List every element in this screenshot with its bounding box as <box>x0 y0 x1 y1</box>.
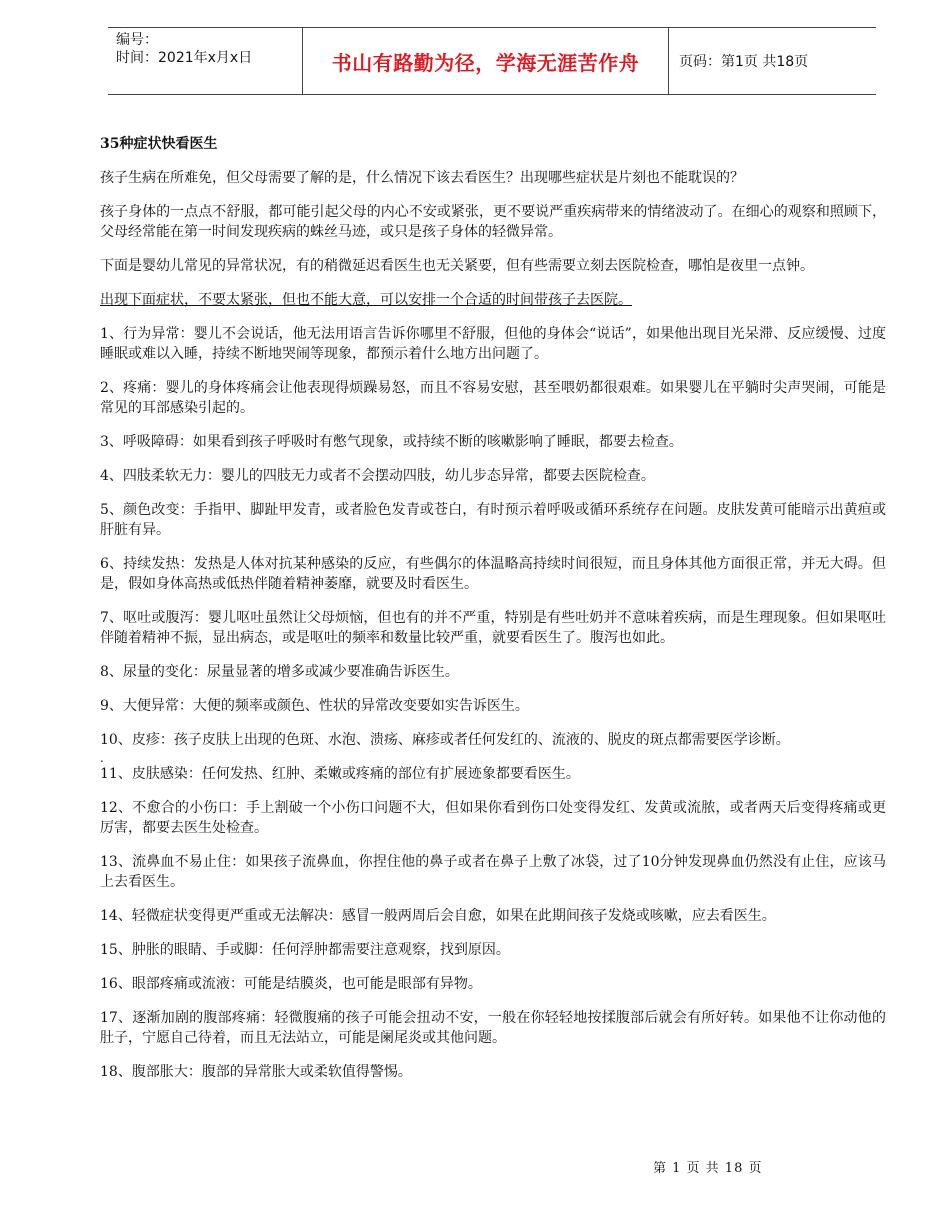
header-page-info: 页码：第1页 共18页 <box>679 54 809 70</box>
symptom-item: 10、皮疹：孩子皮肤上出现的色斑、水泡、溃疡、麻疹或者任何发红的、流液的、脱皮的斑点都需要医学诊断。 <box>100 732 790 748</box>
symptom-item: 8、尿量的变化：尿量显著的增多或减少要准确告诉医生。 <box>100 664 459 680</box>
document-header <box>108 27 876 95</box>
time-label: 时间：2021年x月x日 <box>116 50 253 66</box>
symptom-item: 14、轻微症状变得更严重或无法解决：感冒一般两周后会自愈，如果在此期间孩子发烧或咳嗽，应去看医生。 <box>100 908 776 924</box>
symptom-item: 15、肿胀的眼睛、手或脚：任何浮肿都需要注意观察，找到原因。 <box>100 942 510 958</box>
symptom-item: 1、行为异常：婴儿不会说话，他无法用语言告诉你哪里不舒服，但他的身体会“说话”，如果他出现目光呆滞、反应缓慢、过度睡眠或难以入睡，持续不断地哭闹等现象，都预示着什么地方出问题了。 <box>100 326 886 362</box>
symptom-item: 5、颜色改变：手指甲、脚趾甲发青，或者脸色发青或苍白，有时预示着呼吸或循环系统存在问题。皮肤发黄可能暗示出黄疸或肝脏有异。 <box>100 502 886 538</box>
symptom-item: 13、流鼻血不易止住：如果孩子流鼻血，你捏住他的鼻子或者在鼻子上敷了冰袋，过了10分钟发现鼻血仍然没有止住，应该马上去看医生。 <box>100 854 886 890</box>
symptom-item: 16、眼部疼痛或流液：可能是结膜炎，也可能是眼部有异物。 <box>100 976 482 992</box>
symptom-item: 11、皮肤感染：任何发热、红肿、柔嫩或疼痛的部位有扩展迹象都要看医生。 <box>100 766 580 782</box>
stray-dot: . <box>100 751 104 765</box>
symptom-item: 4、四肢柔软无力：婴儿的四肢无力或者不会摆动四肢，幼儿步态异常，都要去医院检查。 <box>100 468 655 484</box>
document-title: 35种症状快看医生 <box>100 136 218 152</box>
page-footer: 第 1 页 共 18 页 <box>653 1161 763 1176</box>
intro-paragraph: 下面是婴幼儿常见的异常状况，有的稍微延迟看医生也无关紧要，但有些需要立刻去医院检查，哪怕是夜里一点钟。 <box>100 258 814 274</box>
symptom-item: 12、不愈合的小伤口：手上割破一个小伤口问题不大，但如果你看到伤口处变得发红、发黄或流脓，或者两天后变得疼痛或更厉害，都要去医生处检查。 <box>100 800 886 836</box>
symptom-item: 2、疼痛：婴儿的身体疼痛会让他表现得烦躁易怒，而且不容易安慰，甚至喂奶都很艰难。如果婴儿在平躺时尖声哭闹，可能是常见的耳部感染引起的。 <box>100 380 886 416</box>
symptom-item: 3、呼吸障碍：如果看到孩子呼吸时有憋气现象，或持续不断的咳嗽影响了睡眠，都要去检查。 <box>100 434 683 450</box>
symptom-item: 9、大便异常：大便的频率或颜色、性状的异常改变要如实告诉医生。 <box>100 698 529 714</box>
symptom-item: 6、持续发热：发热是人体对抗某种感染的反应，有些偶尔的体温略高持续时间很短，而且身体其他方面很正常，并无大碍。但是，假如身体高热或低热伴随着精神萎靡，就要及时看医生。 <box>100 556 886 592</box>
intro-paragraph: 孩子身体的一点点不舒服，都可能引起父母的内心不安或紧张，更不要说严重疾病带来的情绪波动了。在细心的观察和照顾下，父母经常能在第一时间发现疾病的蛛丝马迹，或只是孩子身体的轻微异常。 <box>100 204 886 240</box>
underlined-note: 出现下面症状，不要太紧张，但也不能大意，可以安排一个合适的时间带孩子去医院。 <box>100 292 632 308</box>
symptom-item: 7、呕吐或腹泻：婴儿呕吐虽然让父母烦恼，但也有的并不严重，特别是有些吐奶并不意味着疾病，而是生理现象。但如果呕吐伴随着精神不振，显出病态，或是呕吐的频率和数量比较严重，就要看医生了。腹泻也如此。 <box>100 610 886 646</box>
serial-label: 编号： <box>116 32 158 48</box>
symptom-item: 17、逐渐加剧的腹部疼痛：轻微腹痛的孩子可能会扭动不安，一般在你轻轻地按揉腹部后就会有所好转。如果他不让你动他的肚子，宁愿自己待着，而且无法站立，可能是阑尾炎或其他问题。 <box>100 1010 886 1046</box>
document-body <box>100 134 886 1096</box>
intro-paragraph: 孩子生病在所难免，但父母需要了解的是，什么情况下该去看医生？出现哪些症状是片刻也不能耽误的？ <box>100 170 744 186</box>
header-motto: 书山有路勤为径，学海无涯苦作舟 <box>303 28 669 94</box>
header-meta <box>108 28 303 94</box>
symptom-item: 18、腹部胀大：腹部的异常胀大或柔软值得警惕。 <box>100 1064 412 1080</box>
